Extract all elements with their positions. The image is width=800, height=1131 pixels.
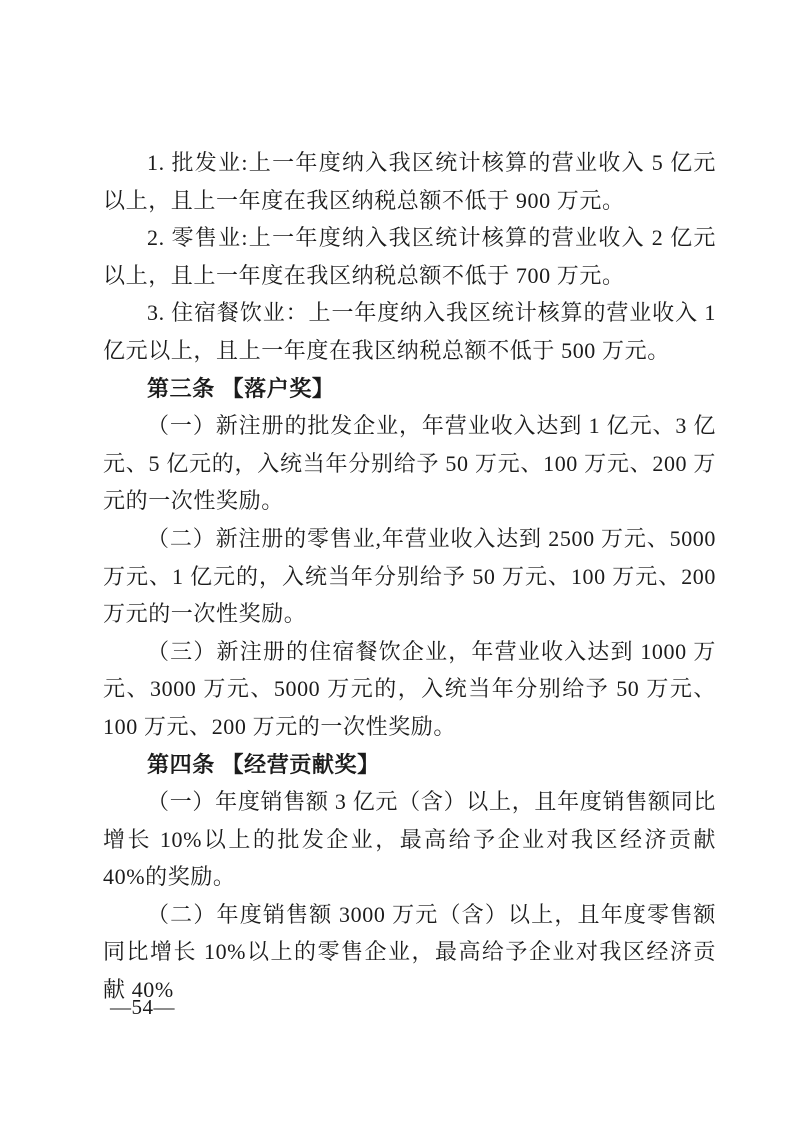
paragraph-article4-clause-2: （二）年度销售额 3000 万元（含）以上，且年度零售额同比增长 10%以上的零售企业，最高给予企业对我区经济贡献 40%	[103, 901, 716, 1003]
section-heading-article-3: 第三条 【落户奖】	[147, 375, 335, 401]
paragraph-item-1-wholesale: 1. 批发业:上一年度纳入我区统计核算的营业收入 5 亿元以上，且上一年度在我区纳税总额不低于 900 万元。	[103, 150, 716, 213]
page-number: —54—	[110, 995, 175, 1019]
paragraph-article3-clause-1: （一）新注册的批发企业，年营业收入达到 1 亿元、3 亿元、5 亿元的，入统当年分别给予 50 万元、100 万元、200 万元的一次性奖励。	[103, 413, 716, 514]
paragraph-article3-clause-2: （二）新注册的零售业,年营业收入达到 2500 万元、5000 万元、1 亿元的，入统当年分别给予 50 万元、100 万元、200 万元的一次性奖励。	[103, 525, 716, 627]
document-body	[103, 144, 716, 1009]
page-footer	[110, 995, 175, 1020]
paragraph-item-2-retail: 2. 零售业:上一年度纳入我区统计核算的营业收入 2 亿元以上，且上一年度在我区纳税总额不低于 700 万元。	[103, 225, 716, 288]
paragraph-article3-clause-3: （三）新注册的住宿餐饮企业，年营业收入达到 1000 万元、3000 万元、5000 万元的，入统当年分别给予 50 万元、100 万元、200 万元的一次性奖励。	[103, 638, 716, 739]
paragraph-article4-clause-1: （一）年度销售额 3 亿元（含）以上，且年度销售额同比增长 10%以上的批发企业，最高给予企业对我区经济贡献 40%的奖励。	[103, 789, 716, 890]
paragraph-item-3-hospitality: 3. 住宿餐饮业：上一年度纳入我区统计核算的营业收入 1 亿元以上，且上一年度在我区纳税总额不低于 500 万元。	[103, 300, 716, 363]
section-heading-article-4: 第四条 【经营贡献奖】	[147, 751, 380, 777]
